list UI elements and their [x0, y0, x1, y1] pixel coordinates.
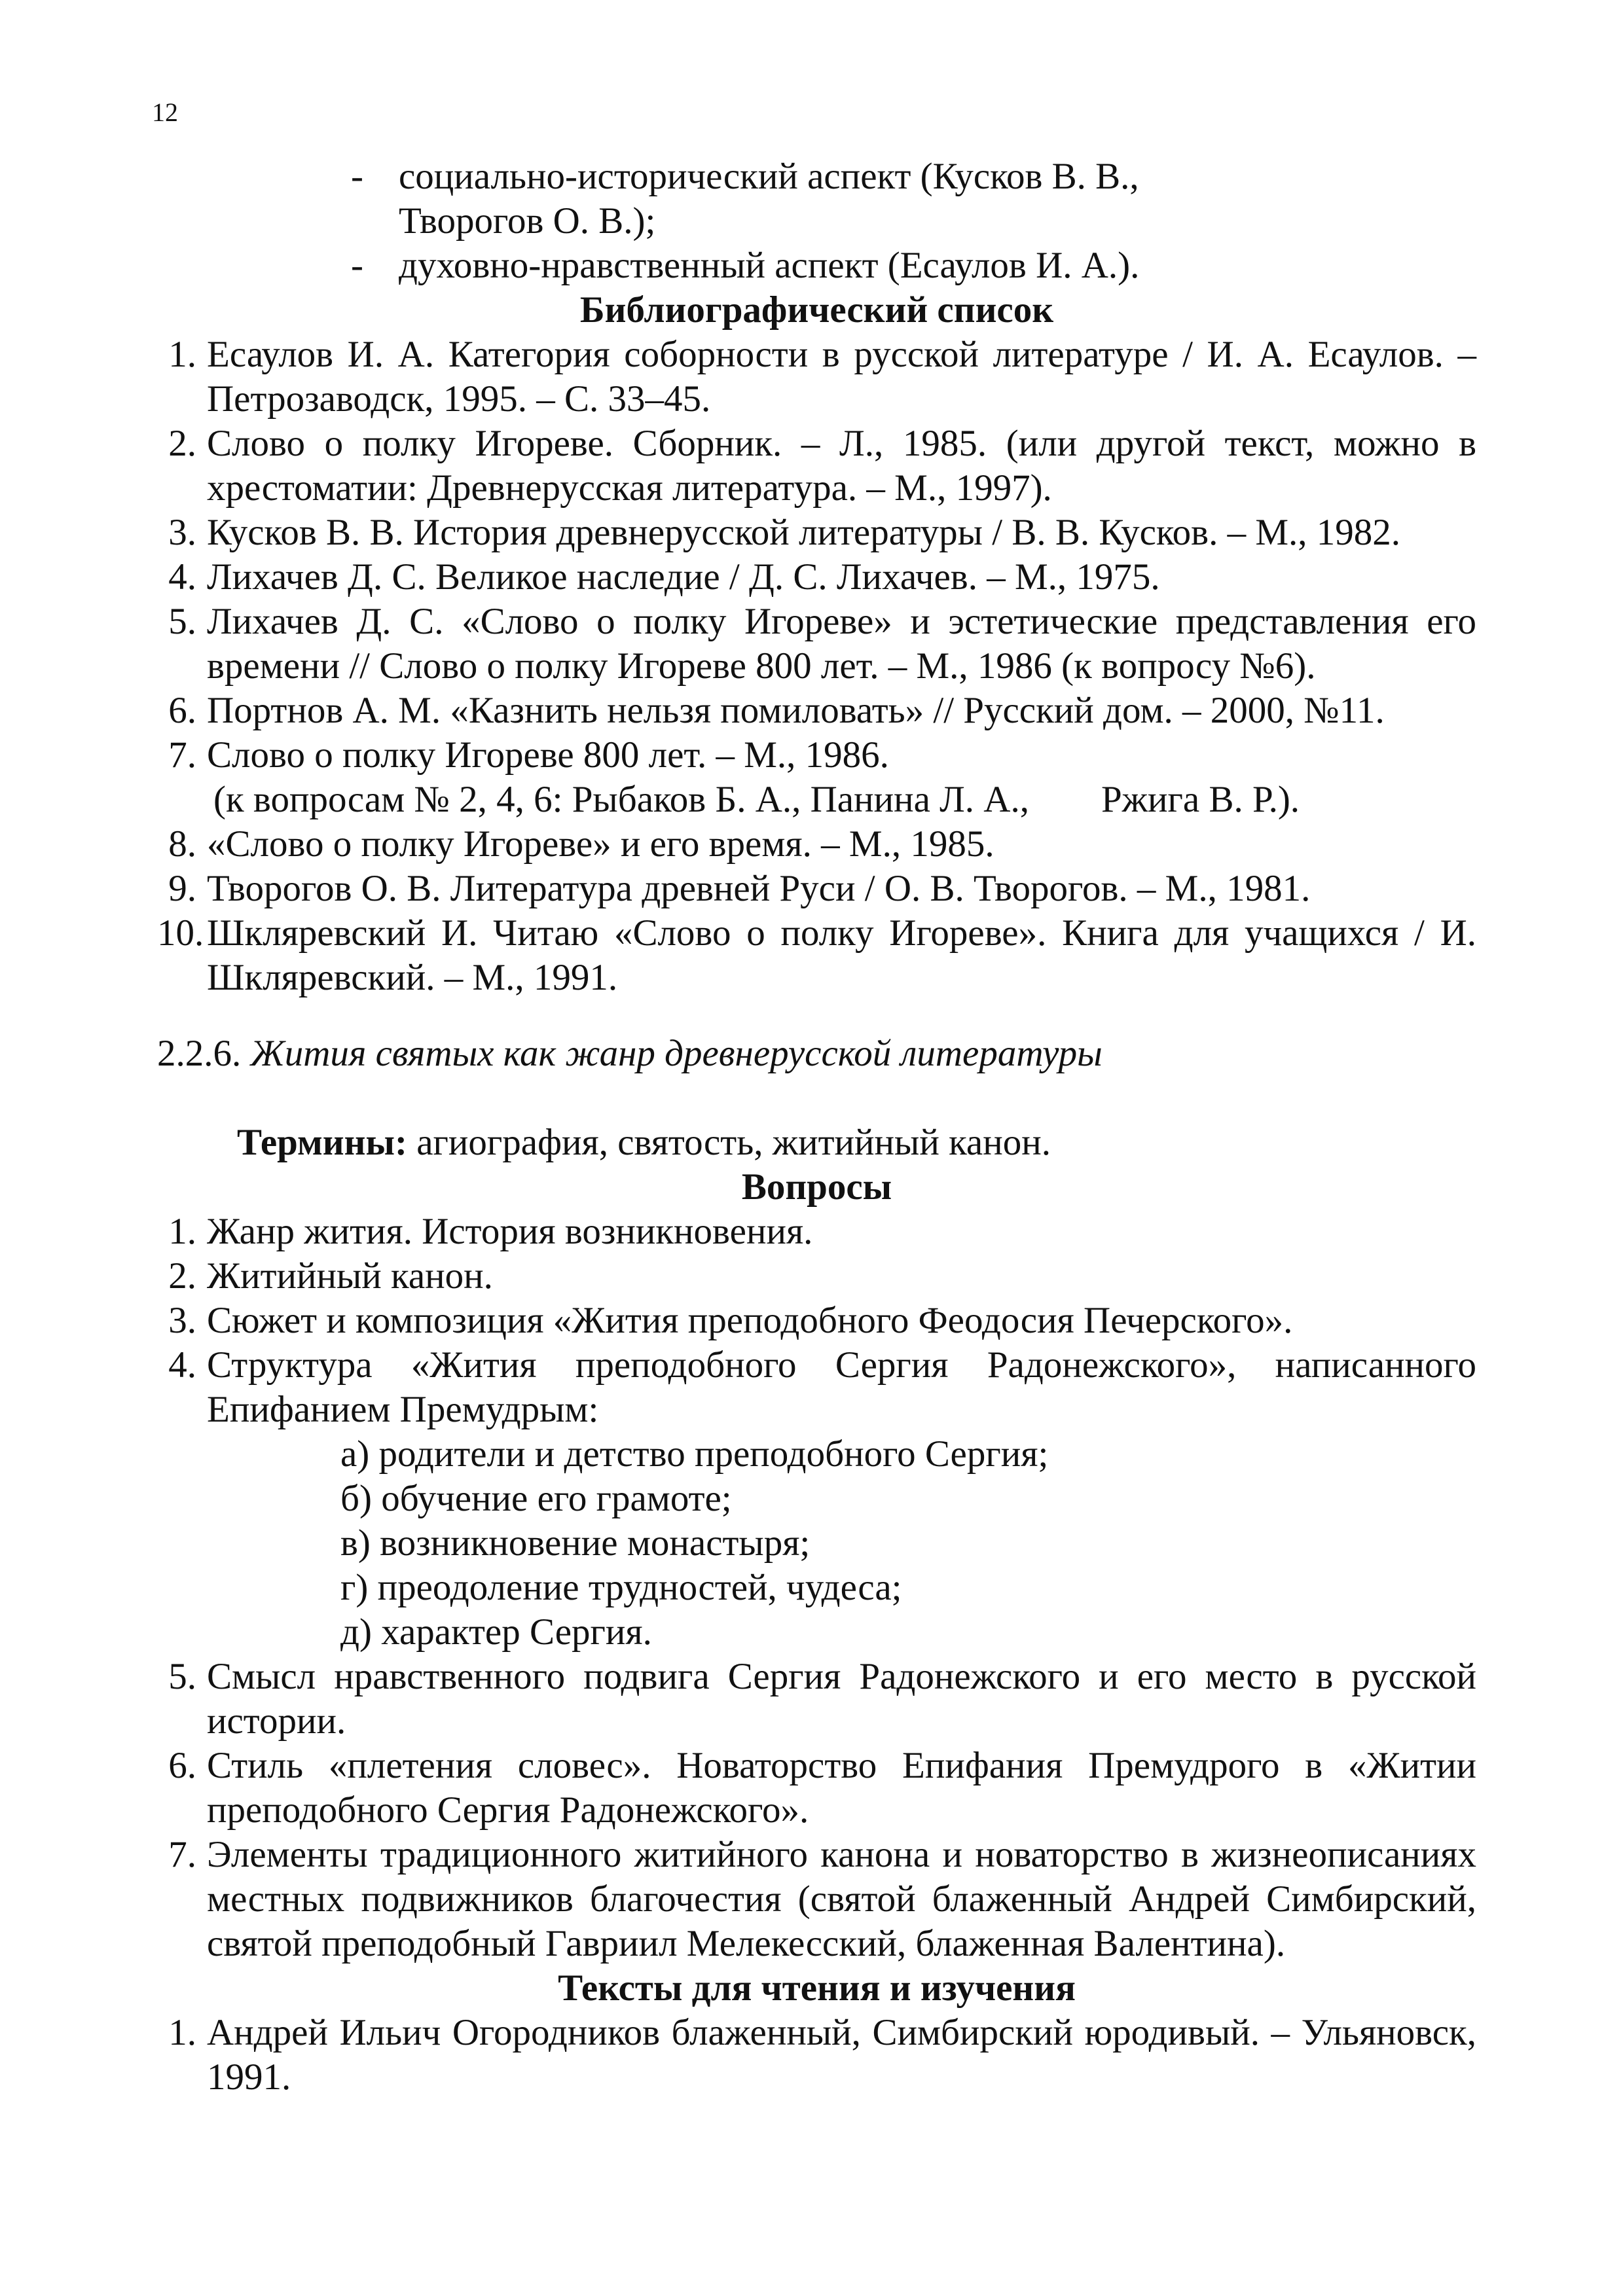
item-text: Портнов А. М. «Казнить нельзя помиловать» // Русский дом. – 2000, №11. — [207, 690, 1385, 731]
item-number: 4. — [168, 1344, 196, 1386]
sub-item: б) обучение его грамоте; — [340, 1478, 732, 1519]
section-title — [157, 1031, 1476, 1076]
sub-item: а) родители и детство преподобного Сергия; — [340, 1433, 1049, 1475]
item-number: 4. — [168, 556, 196, 598]
item-number: 3. — [168, 1300, 196, 1341]
item-number: 6. — [168, 1745, 196, 1786]
list-item — [157, 1299, 1476, 1343]
item-text: Смысл нравственного подвига Сергия Радонежского и его место в русской истории. — [207, 1656, 1476, 1742]
list-item — [157, 555, 1476, 600]
list-item — [157, 689, 1476, 733]
item-number: 10. — [157, 912, 204, 954]
item-note-part: (к вопросам № 2, 4, 6: Рыбаков Б. А., Панина Л. А., — [213, 779, 1029, 820]
item-text: Стиль «плетения словес». Новаторство Епифания Премудрого в «Житии преподобного Сергия Радонежского». — [207, 1745, 1476, 1831]
sub-items — [157, 1432, 1476, 1655]
item-note-part: Ржига В. Р.). — [1101, 779, 1300, 820]
terms-label: Термины: — [237, 1122, 407, 1163]
list-item — [157, 1744, 1476, 1833]
list-dash: - — [351, 245, 363, 286]
item-text: Есаулов И. А. Категория соборности в русской литературе / И. А. Есаулов. – Петрозаводск, 1995. – С. 33–45. — [207, 334, 1476, 420]
aspect-item — [157, 154, 1476, 243]
list-item — [157, 600, 1476, 689]
sub-item: в) возникновение монастыря; — [340, 1522, 811, 1564]
questions-list-continued — [157, 1655, 1476, 1966]
item-number: 1. — [168, 334, 196, 375]
page-number: 12 — [152, 98, 178, 127]
item-number: 9. — [168, 868, 196, 909]
terms-text: агиография, святость, житийный канон. — [407, 1122, 1051, 1163]
item-number: 1. — [168, 1211, 196, 1252]
list-item — [157, 511, 1476, 555]
list-item — [157, 822, 1476, 867]
item-number: 5. — [168, 601, 196, 642]
item-number: 1. — [168, 2012, 196, 2053]
list-item — [157, 1655, 1476, 1744]
item-number: 3. — [168, 512, 196, 553]
aspect-line: социально-исторический аспект (Кусков В. В., — [399, 156, 1139, 197]
item-text: Сюжет и композиция «Жития преподобного Феодосия Печерского». — [207, 1300, 1293, 1341]
item-text: Жанр жития. История возникновения. — [207, 1211, 813, 1252]
bibliography-list — [157, 332, 1476, 778]
terms-line — [157, 1121, 1476, 1165]
list-item — [157, 2011, 1476, 2100]
list-item — [157, 422, 1476, 511]
bibliography-list-continued — [157, 822, 1476, 1000]
item-text: Житийный канон. — [207, 1255, 493, 1297]
list-item — [157, 1254, 1476, 1299]
item-text: Кусков В. В. История древнерусской литературы / В. В. Кусков. – М., 1982. — [207, 512, 1401, 553]
list-item — [157, 332, 1476, 422]
item-text: Элементы традиционного житийного канона и новаторство в жизнеописаниях местных подвижников благочестия (святой блаженный Андрей Симбирский, святой преподобный Гавриил Мелекесский, блаженная Валентина). — [207, 1834, 1476, 1964]
list-item — [157, 1343, 1476, 1432]
sub-item: д) характер Сергия. — [340, 1611, 652, 1653]
aspect-line: духовно-нравственный аспект (Есаулов И. А.). — [399, 245, 1140, 286]
item-text: Творогов О. В. Литература древней Руси / О. В. Творогов. – М., 1981. — [207, 868, 1311, 909]
list-item — [157, 1833, 1476, 1966]
item-number: 2. — [168, 1255, 196, 1297]
list-item — [157, 1210, 1476, 1254]
item-number: 6. — [168, 690, 196, 731]
page-content — [157, 154, 1476, 2100]
item-text: Лихачев Д. С. «Слово о полку Игореве» и эстетические представления его времени // Слово о полку Игореве 800 лет. – М., 1986 (к вопросу №6). — [207, 601, 1476, 687]
list-dash: - — [351, 156, 363, 197]
item-text: «Слово о полку Игореве» и его время. – М., 1985. — [207, 823, 994, 865]
list-item — [157, 911, 1476, 1000]
item-number: 7. — [168, 1834, 196, 1875]
item-number: 7. — [168, 734, 196, 776]
aspect-item — [157, 243, 1476, 288]
list-item — [157, 733, 1476, 778]
item-text: Слово о полку Игореве 800 лет. – М., 1986. — [207, 734, 889, 776]
item-text: Шкляревский И. Читаю «Слово о полку Игореве». Книга для учащихся / И. Шкляревский. – М., 1991. — [207, 912, 1476, 998]
item-text: Структура «Жития преподобного Сергия Радонежского», написанного Епифанием Премудрым: — [207, 1344, 1476, 1430]
texts-heading: Тексты для чтения и изучения — [558, 1967, 1076, 2009]
section-name: Жития святых как жанр древнерусской литературы — [250, 1033, 1103, 1074]
questions-heading: Вопросы — [741, 1166, 892, 1208]
item-number: 5. — [168, 1656, 196, 1697]
list-item — [157, 867, 1476, 911]
item-number: 8. — [168, 823, 196, 865]
item-text: Лихачев Д. С. Великое наследие / Д. С. Лихачев. – М., 1975. — [207, 556, 1160, 598]
aspect-line: Творогов О. В.); — [399, 200, 656, 242]
sub-item: г) преодоление трудностей, чудеса; — [340, 1567, 902, 1608]
item-text: Андрей Ильич Огородников блаженный, Симбирский юродивый. – Ульяновск, 1991. — [207, 2012, 1476, 2098]
texts-list — [157, 2011, 1476, 2100]
bibliography-heading: Библиографический список — [579, 289, 1054, 331]
questions-list — [157, 1210, 1476, 1432]
item-number: 2. — [168, 423, 196, 464]
item-text: Слово о полку Игореве. Сборник. – Л., 1985. (или другой текст, можно в хрестоматии: Древнерусская литература. – М., 1997). — [207, 423, 1476, 509]
section-number: 2.2.6. — [157, 1033, 242, 1074]
item-note — [157, 778, 1476, 822]
